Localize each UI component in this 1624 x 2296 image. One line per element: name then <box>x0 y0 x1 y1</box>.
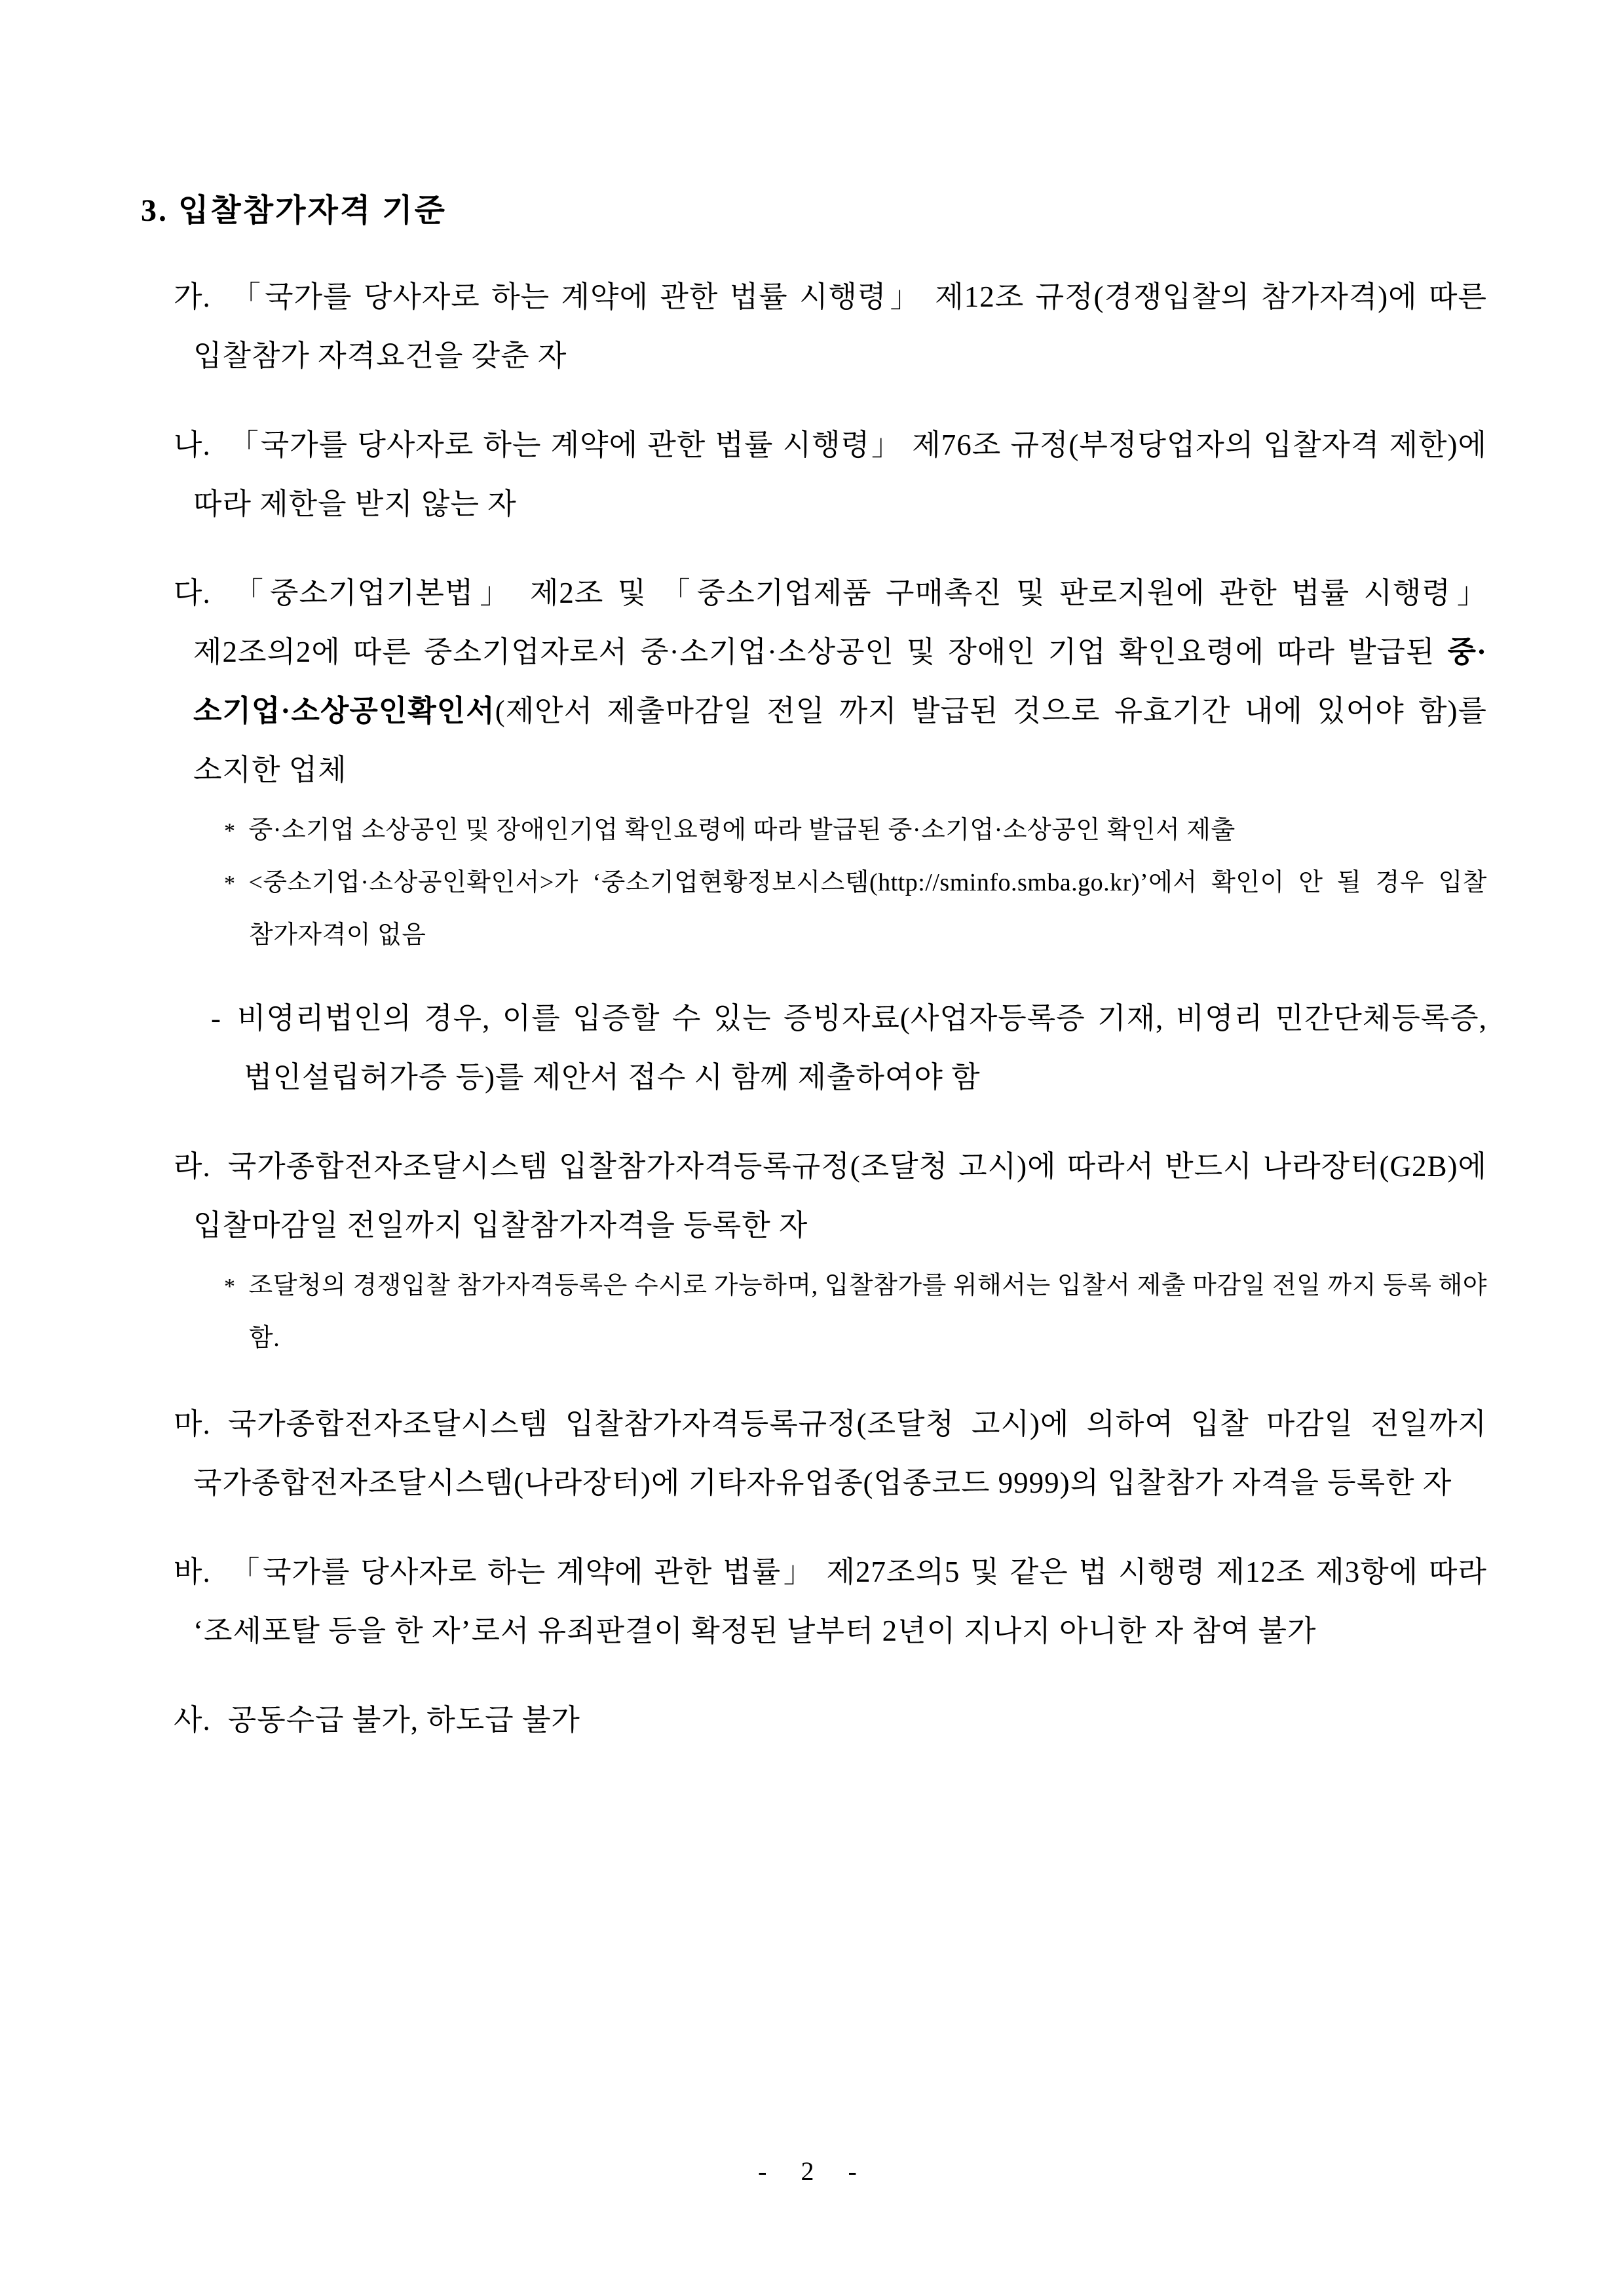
item-label: 바. <box>174 1556 211 1588</box>
list-item-ra <box>141 1137 1487 1255</box>
note-ra <box>141 1260 1487 1364</box>
list-item-da <box>141 564 1487 799</box>
item-label: 라. <box>174 1150 211 1183</box>
item-label: 마. <box>174 1407 211 1440</box>
item-text: 국가종합전자조달시스템 입찰참가자격등록규정(조달청 고시)에 의하여 입찰 마감일 전일까지 국가종합전자조달시스템(나라장터)에 기타자유업종(업종코드 9999)의 입찰참가 자격을 등록한 자 <box>193 1407 1487 1499</box>
note-text: 중·소기업 소상공인 및 장애인기업 확인요령에 따라 발급된 중·소기업·소상공인 확인서 제출 <box>248 816 1236 844</box>
item-label: 가. <box>174 280 211 313</box>
item-text: 「국가를 당사자로 하는 계약에 관한 법률」 제27조의5 및 같은 법 시행령 제12조 제3항에 따라 ‘조세포탈 등을 한 자’로서 유죄판결이 확정된 날부터 2년이 지나지 아니한 자 참여 불가 <box>193 1556 1487 1647</box>
asterisk-marker: * <box>224 819 236 843</box>
subitem-nonprofit <box>141 989 1487 1107</box>
note-text: 조달청의 경쟁입찰 참가자격등록은 수시로 가능하며, 입찰참가를 위해서는 입찰서 제출 마감일 전일 까지 등록 해야 함. <box>248 1272 1487 1352</box>
note-text: <중소기업·소상공인확인서>가 ‘중소기업현황정보시스템(http://sminfo.smba.go.kr)’에서 확인이 안 될 경우 입찰 참가자격이 없음 <box>248 869 1487 949</box>
list-item-sa <box>141 1691 1487 1750</box>
item-text: 국가종합전자조달시스템 입찰참가자격등록규정(조달청 고시)에 따라서 반드시 나라장터(G2B)에 입찰마감일 전일까지 입찰참가자격을 등록한 자 <box>193 1150 1487 1242</box>
page-number: - 2 - <box>758 2156 866 2186</box>
list-item-ga <box>141 267 1487 385</box>
note-da-2 <box>141 857 1487 961</box>
note-da-1 <box>141 805 1487 857</box>
item-label: 나. <box>174 429 211 461</box>
item-text-pre: 「중소기업기본법」 제2조 및 「중소기업제품 구매촉진 및 판로지원에 관한 법률 시행령」 제2조의2에 따른 중소기업자로서 중·소기업·소상공인 및 장애인 기업 확인요령에 따라 발급된 <box>193 577 1487 668</box>
asterisk-marker: * <box>224 871 236 896</box>
asterisk-marker: * <box>224 1274 236 1299</box>
item-text-bold: 중·소기업·소상공인확인서 <box>193 636 1487 727</box>
item-text <box>193 577 1487 786</box>
item-text: 「국가를 당사자로 하는 계약에 관한 법률 시행령」 제12조 규정(경쟁입찰의 참가자격)에 따른 입찰참가 자격요건을 갖춘 자 <box>193 280 1487 372</box>
subitem-text: 비영리법인의 경우, 이를 입증할 수 있는 증빙자료(사업자등록증 기재, 비영리 민간단체등록증, 법인설립허가증 등)를 제안서 접수 시 함께 제출하여야 함 <box>237 1002 1487 1094</box>
item-text-post: (제안서 제출마감일 전일 까지 발급된 것으로 유효기간 내에 있어야 함)를 소지한 업체 <box>193 695 1487 786</box>
item-label: 다. <box>174 577 211 609</box>
item-text: 공동수급 불가, 하도급 불가 <box>227 1704 580 1736</box>
list-item-ba <box>141 1542 1487 1660</box>
list-item-na <box>141 415 1487 533</box>
dash-marker: - <box>211 1002 221 1035</box>
item-text: 「국가를 당사자로 하는 계약에 관한 법률 시행령」 제76조 규정(부정당업자의 입찰자격 제한)에 따라 제한을 받지 않는 자 <box>193 429 1487 520</box>
section-title: 3. 입찰참가자격 기준 <box>141 193 447 228</box>
item-label: 사. <box>174 1704 211 1736</box>
list-item-ma <box>141 1394 1487 1512</box>
